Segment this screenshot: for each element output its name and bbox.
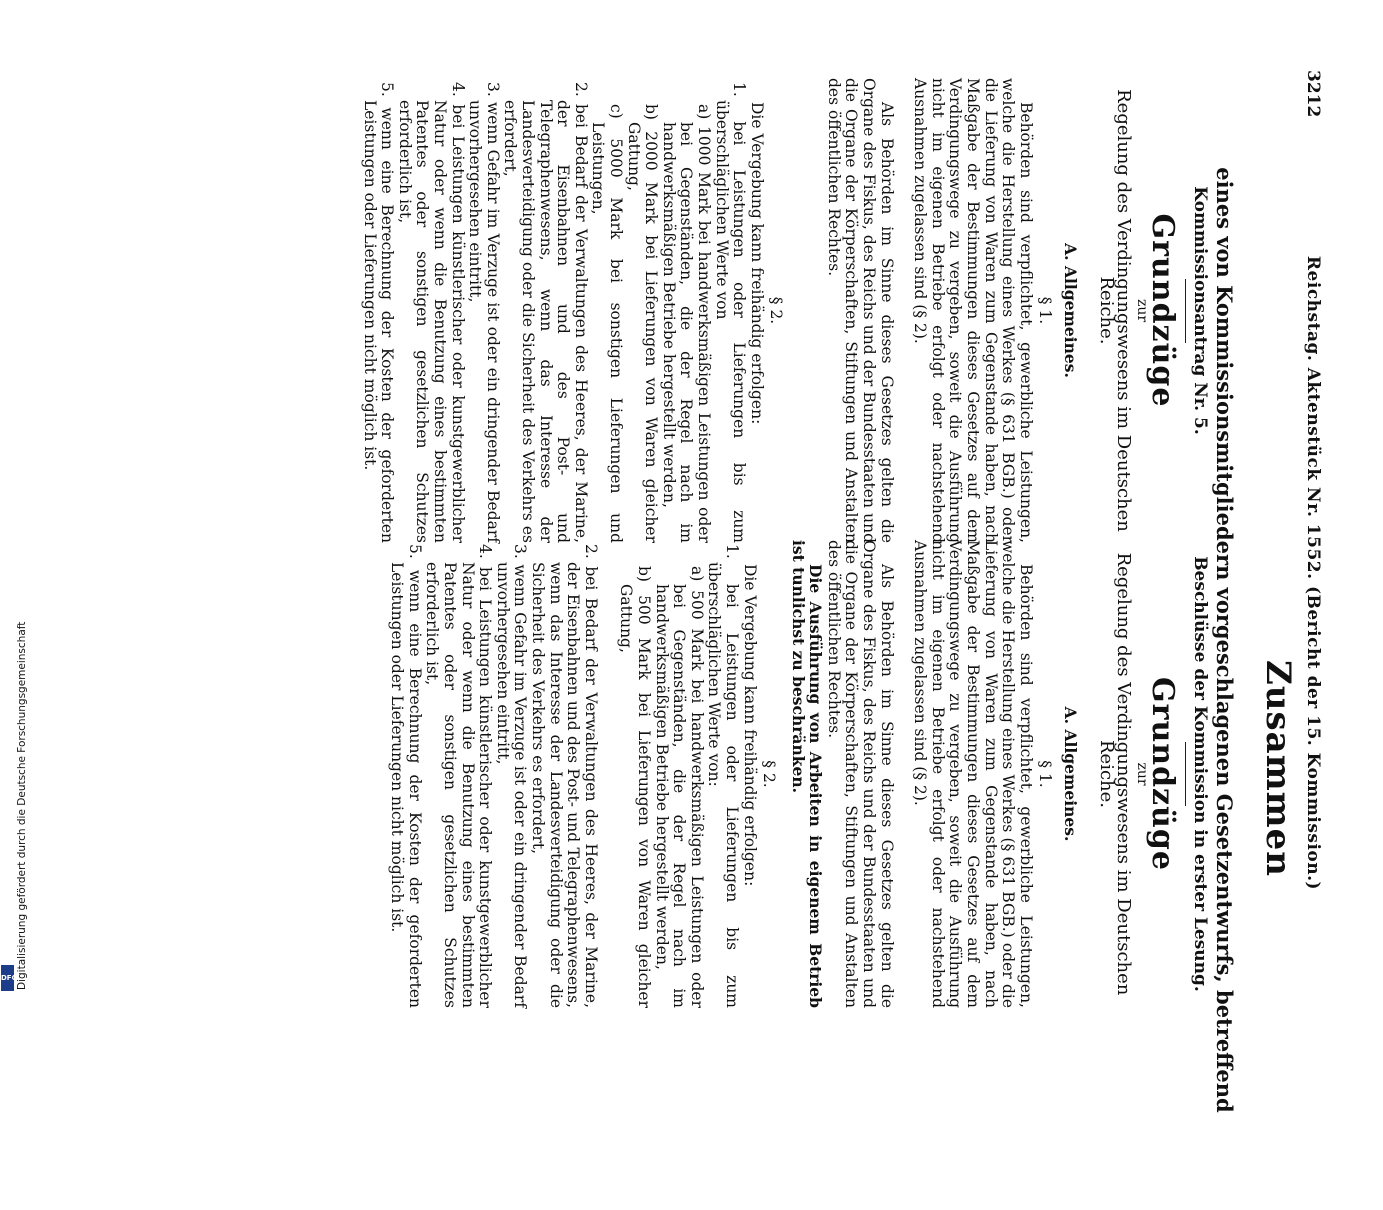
- right-par2-intro: Die Vergebung kann freihändig erfolgen:: [740, 564, 759, 887]
- right-zur: zur: [1133, 762, 1150, 786]
- right-item-3: 3. wenn Gefahr im Verzuge ist oder ein dringender Bedarf unvorhergesehen eintritt,: [493, 544, 530, 1008]
- left-item-1b: b) 2000 Mark bei Lieferungen von Waren gleicher Gattung,: [624, 104, 661, 543]
- right-par1-heading: § 1.: [1036, 760, 1055, 788]
- right-regelung-line1: Regelung des Verdingungswesens im Deutschen: [1113, 552, 1135, 996]
- left-item-1a: a) 1000 Mark bei handwerksmäßigen Leistungen oder bei Gegenständen, die der Regel nach im handwerksmäßigen Betriebe hergestellt werden,: [659, 104, 713, 543]
- right-item-2: 2. bei Bedarf der Verwaltungen des Heeres, der Marine, der Eisenbahnen und des Post- und Telegraphenwesens, wenn das Interesse der Landesverteidigung oder die Sicherheit des Verkehrs es erfordert,: [529, 544, 600, 1008]
- left-item-1: 1. bei Leistungen oder Lieferungen bis zum überschläglichen Werte von: [712, 82, 749, 543]
- right-par1-text: Behörden sind verpflichtet, gewerbliche Leistungen, welche die Herstellung eines Werkes (§ 631 BGB.) oder die Lieferung von Waren zum Gegenstande haben, nach Maßgabe der Bestimmungen dieses Gesetzes auf dem Verdingungswege zu vergeben, soweit die Ausführung nicht im eigenen Betriebe erfolgt oder nachstehend Ausnahmen zugelassen sind (§ 2).: [911, 540, 1035, 1008]
- left-par2-heading: § 2.: [767, 296, 786, 325]
- right-par2-heading: § 2.: [760, 760, 779, 788]
- running-header: [1303, 70, 1323, 1210]
- left-section-a: A. Allgemeines.: [1061, 243, 1081, 378]
- right-item-1: 1. bei Leistungen oder Lieferungen bis zum überschläglichen Werte von:: [705, 544, 741, 1008]
- left-par1-text: Behörden sind verpflichtet, gewerbliche Leistungen, welche die Herstellung eines Werkes (§ 631 BGB.) oder die Lieferung von Waren zum Gegenstande haben, nach Maßgabe der Bestimmungen dieses Gesetzes auf dem Verdingungswege zu vergeben, soweit die Ausführung nicht im eigenen Betriebe erfolgt oder nachstehend Ausnahmen zugelassen sind (§ 2).: [911, 78, 1035, 543]
- right-column-heading: Beschlüsse der Kommission in erster Lesung.: [1190, 556, 1210, 992]
- left-regelung-line2: Reiche.: [1095, 276, 1117, 345]
- right-item-1b: b) 500 Mark bei Lieferungen von Waren gleicher Gattung,: [617, 566, 653, 1008]
- left-item-2: 2. bei Bedarf der Verwaltungen des Heeres, der Marine, der Eisenbahnen und des Post- und Telegraphenwesens, wenn das Interesse der Landesverteidigung oder die Sicherheit des Verkehrs es erfordert,: [501, 82, 590, 543]
- right-regelung-line2: Reiche.: [1095, 739, 1117, 808]
- right-section-a: A. Allgemeines.: [1061, 706, 1081, 842]
- left-par1-heading: § 1.: [1036, 296, 1055, 325]
- document-subtitle: eines von Kommissionsmitgliedern vorgeschlagenen Gesetzentwurfs, betreffend: [1212, 167, 1237, 1113]
- left-par2-intro: Die Vergebung kann freihändig erfolgen:: [747, 102, 766, 425]
- page-number: 3212: [1303, 70, 1323, 118]
- left-item-3: 3. wenn Gefahr im Verzuge ist oder ein dringender Bedarf unvorhergesehen eintritt,: [466, 82, 502, 543]
- right-grundzuege-title: Grundzüge: [1145, 677, 1181, 871]
- left-par1-text2: Als Behörden im Sinne dieses Gesetzes gelten die Organe des Fiskus, des Reichs und der Bundesstaaten und die Organe der Körperschaften, Stiftungen und Anstalten des öffentlichen Rechtes.: [824, 78, 896, 543]
- dfg-logo: DFG: [1, 965, 14, 991]
- left-item-4: 4. bei Leistungen künstlerischer oder kunstgewerblicher Natur oder wenn die Benutzung eines bestimmten Patentes oder sonstigen gesetzlichen Schutzes erforderlich ist,: [395, 82, 467, 543]
- left-item-1c: c) 5000 Mark bei sonstigen Lieferungen und Leistungen,: [589, 104, 625, 543]
- right-item-1a: a) 500 Mark bei handwerksmäßigen Leistungen oder bei Gegenständen, die der Regel nach im handwerksmäßigen Betriebe hergestellt werden,: [652, 566, 706, 1008]
- right-item-4: 4. bei Leistungen künstlerischer oder kunstgewerblicher Natur oder wenn die Benutzung eines bestimmten Patentes oder sonstigen gesetzlichen Schutzes erforderlich ist,: [423, 544, 495, 1008]
- left-grundzuege-title: Grundzüge: [1145, 213, 1181, 408]
- right-par1-text2: Als Behörden im Sinne dieses Gesetzes gelten die Organe des Fiskus, des Reichs und der Bundesstaaten und die Organe der Körperschaften, Stiftungen und Anstalten des öffentlichen Rechtes.: [824, 540, 896, 1008]
- divider: [1185, 742, 1186, 806]
- left-item-5: 5. wenn eine Berechnung der Kosten der geforderten Leistungen oder Lieferungen nicht möglich ist.: [360, 82, 397, 543]
- funding-note: Digitalisierung gefördert durch die Deutsche Forschungsgemeinschaft: [16, 621, 28, 990]
- left-zur: zur: [1133, 298, 1150, 323]
- right-column: [388, 540, 1208, 1008]
- divider: [1185, 279, 1186, 343]
- left-column: [360, 78, 1208, 543]
- running-title: Reichstag. Aktenstück Nr. 1552. (Bericht der 15. Kommission.): [1303, 255, 1323, 891]
- left-column-heading: Kommissionsantrag Nr. 5.: [1190, 186, 1210, 435]
- right-par1-bold: Die Ausführung von Arbeiten in eigenem Betrieb ist tunlichst zu beschränken.: [788, 540, 826, 1008]
- right-item-5: 5. wenn eine Berechnung der Kosten der geforderten Leistungen oder Lieferungen nicht möglich ist.: [388, 544, 424, 1008]
- left-regelung-line1: Regelung des Verdingungswesens im Deutschen: [1113, 89, 1135, 532]
- document-title: Zusammen: [1258, 660, 1298, 878]
